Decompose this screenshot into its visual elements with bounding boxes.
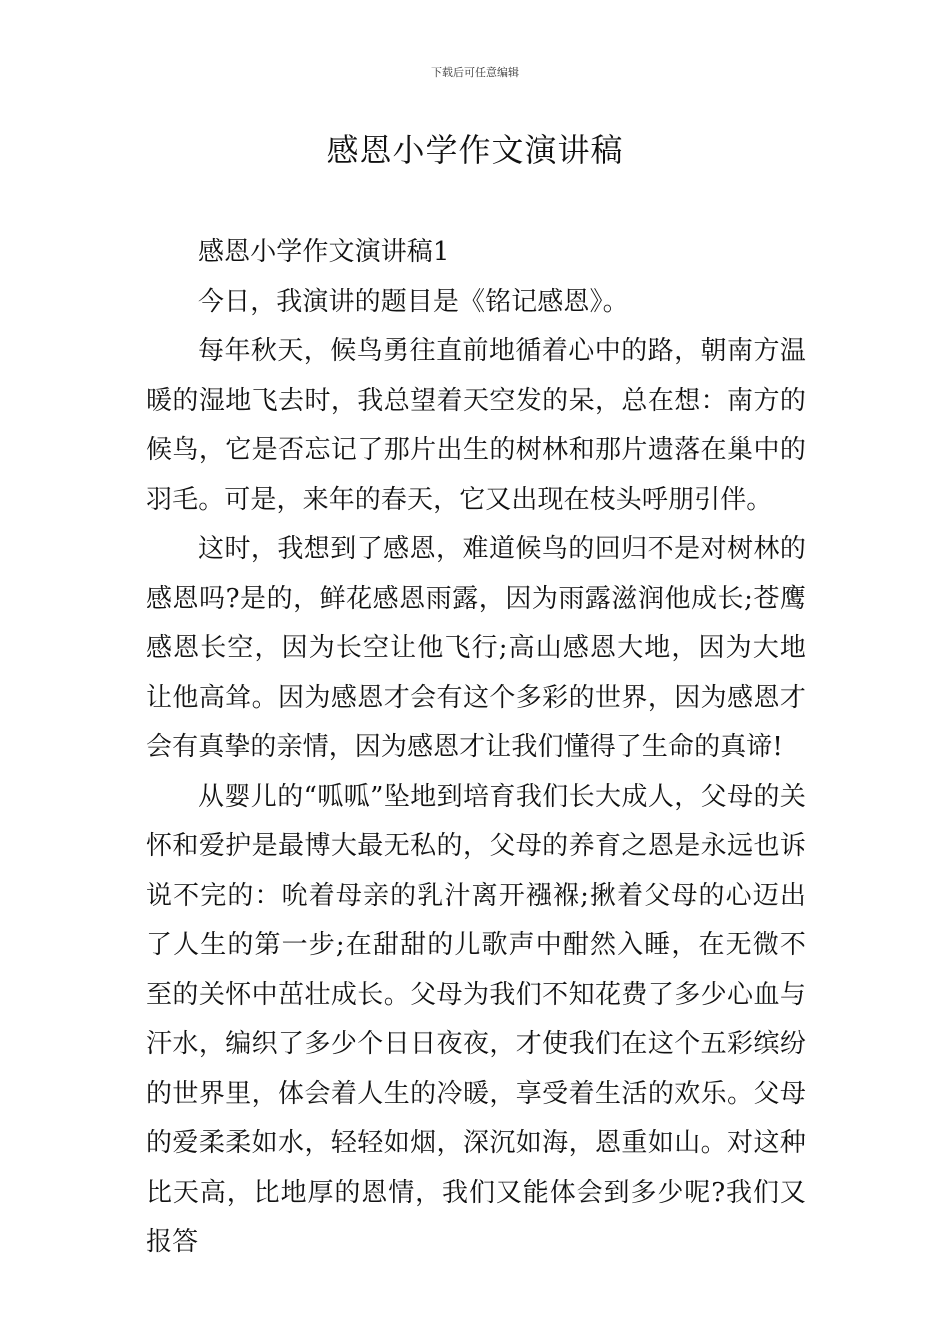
body-paragraph: 这时，我想到了感恩，难道候鸟的回归不是对树林的感恩吗?是的，鲜花感恩雨露，因为雨露滋润他成长;苍鹰感恩长空，因为长空让他飞行;高山感恩大地，因为大地让他高耸。因为感恩才会有这个多彩的世界，因为感恩才会有真挚的亲情，因为感恩才让我们懂得了生命的真谛! (146, 534, 806, 762)
document-body (146, 228, 806, 1268)
body-paragraph: 从婴儿的“呱呱”坠地到培育我们长大成人，父母的关怀和爱护是最博大最无私的，父母的养育之恩是永远也诉说不完的：吮着母亲的乳汁离开襁褓;揪着父母的心迈出了人生的第一步;在甜甜的儿歌声中酣然入睡，在无微不至的关怀中茁壮成长。父母为我们不知花费了多少心血与汗水，编织了多少个日日夜夜，才使我们在这个五彩缤纷的世界里，体会着人生的冷暖，享受着生活的欢乐。父母的爱柔柔如水，轻轻如烟，深沉如海，恩重如山。对这种比天高，比地厚的恩情，我们又能体会到多少呢?我们又报答 (146, 781, 806, 1257)
intro-paragraph: 今日，我演讲的题目是《铭记感恩》。 (198, 286, 629, 317)
header-note: 下载后可任意编辑 (431, 66, 519, 79)
document-title: 感恩小学作文演讲稿 (326, 131, 624, 169)
subtitle-paragraph: 感恩小学作文演讲稿1 (198, 237, 450, 267)
body-paragraph: 每年秋天，候鸟勇往直前地循着心中的路，朝南方温暖的湿地飞去时，我总望着天空发的呆，总在想：南方的候鸟，它是否忘记了那片出生的树林和那片遗落在巢中的羽毛。可是，来年的春天，它又出现在枝头呼朋引伴。 (146, 336, 806, 515)
